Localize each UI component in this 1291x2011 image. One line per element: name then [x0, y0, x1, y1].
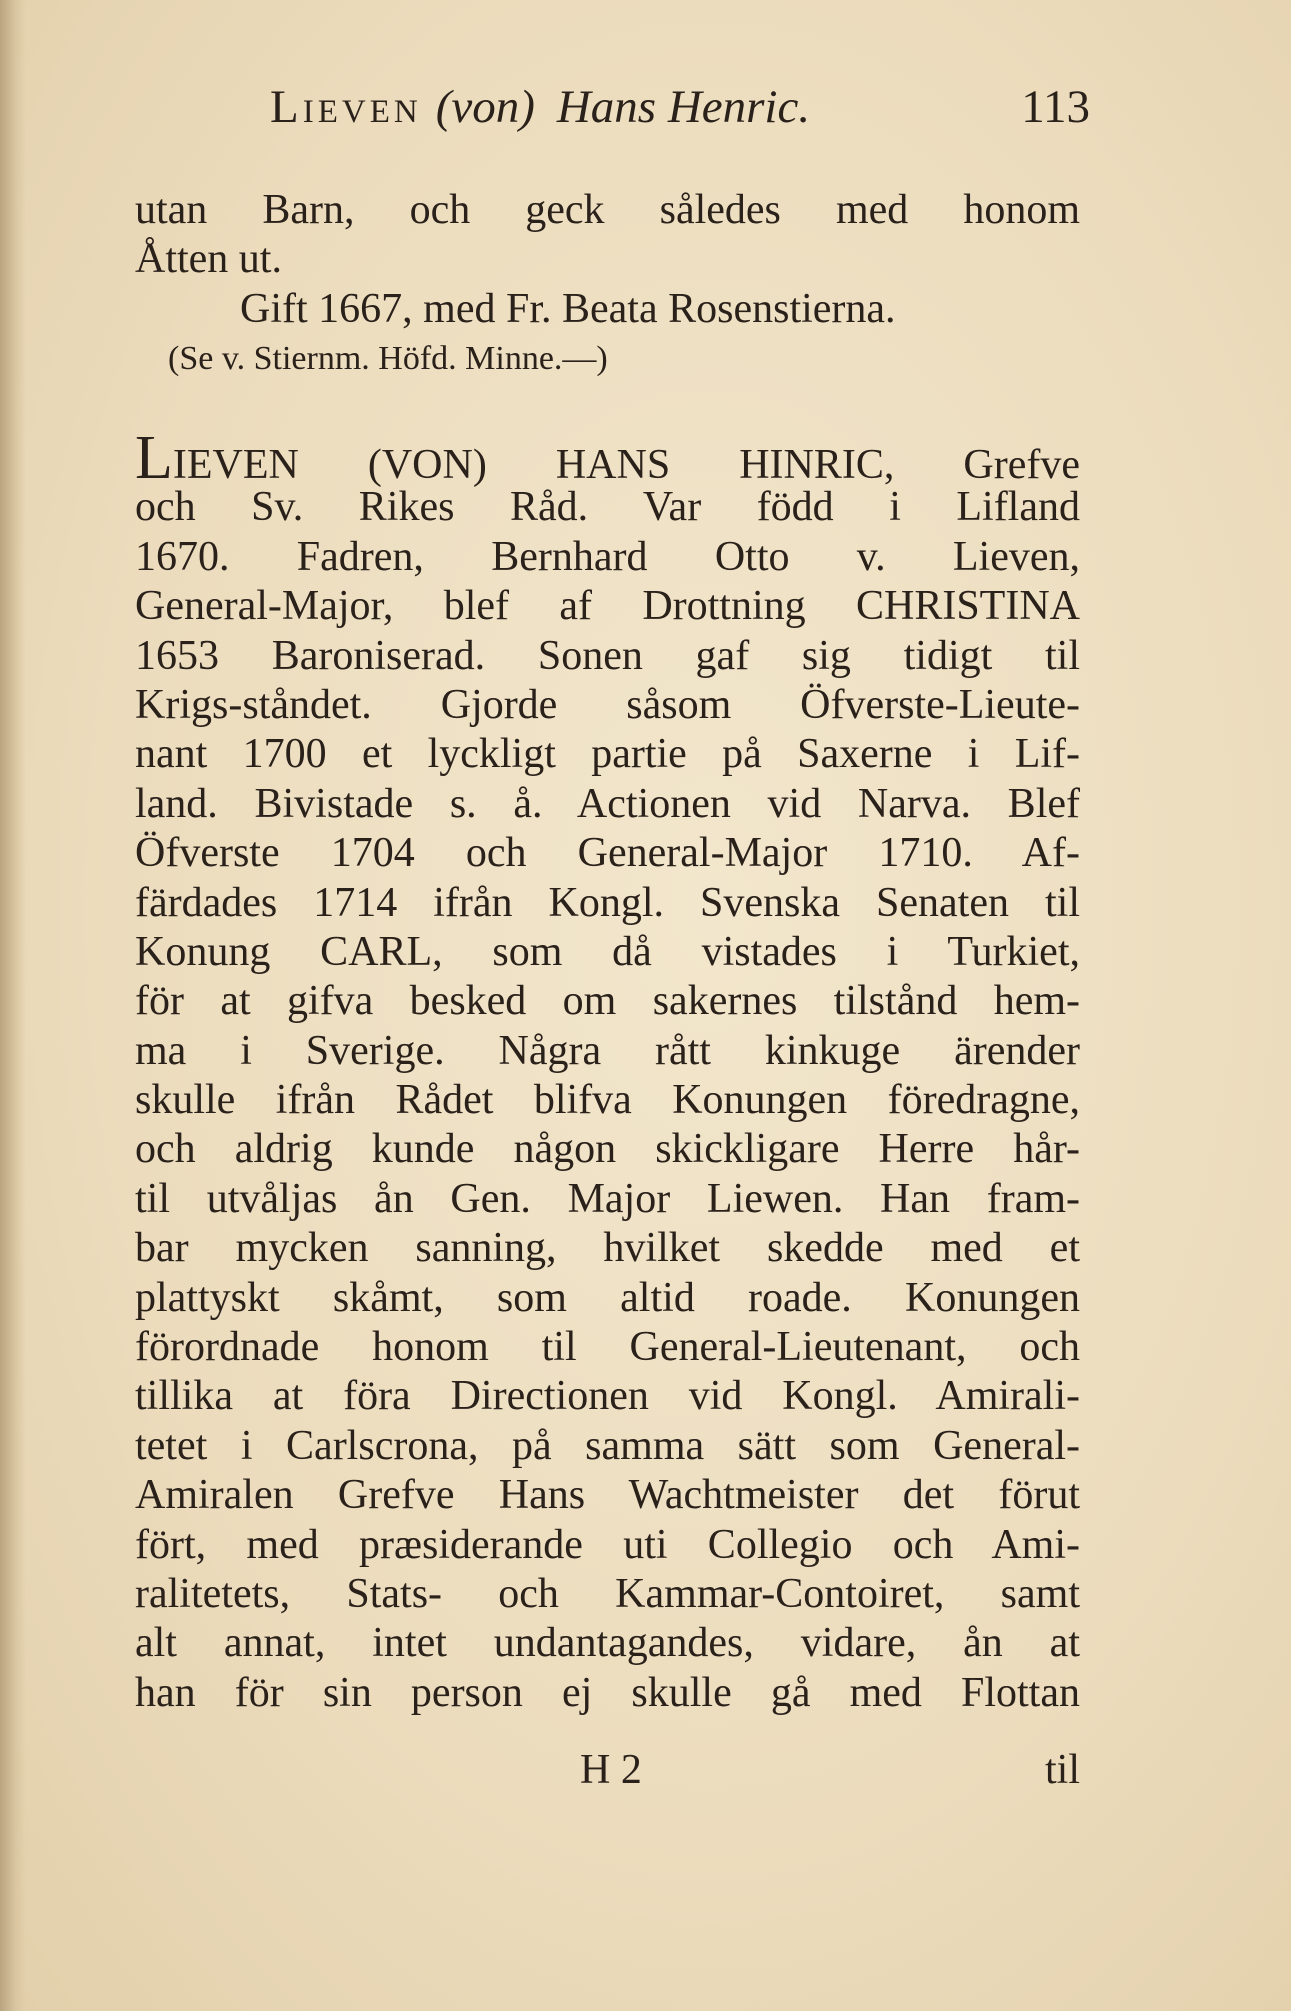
text-line: han för sin person ej skulle gå med Flottan	[135, 1669, 1080, 1716]
text-line: 1653 Baroniserad. Sonen gaf sig tidigt til	[135, 632, 1080, 679]
running-header	[270, 72, 1090, 142]
text-line: alt annat, intet undantagandes, vidare, ån at	[135, 1620, 1080, 1667]
reference-note: (Se v. Stiernm. Höfd. Minne.—)	[168, 340, 608, 378]
text-line: och Sv. Rikes Råd. Var född i Lifland	[135, 484, 1080, 531]
header-prefix: (von)	[435, 81, 535, 133]
text-line: 1670. Fadren, Bernhard Otto v. Lieven,	[135, 533, 1080, 580]
text-line: fört, med præsiderande uti Collegio och Ami-	[135, 1521, 1080, 1568]
signature-mark: H 2	[580, 1747, 642, 1793]
text-line: Åtten ut.	[135, 236, 282, 283]
entry-heading-text: IEVEN (VON) HANS HINRIC, Grefve	[172, 442, 1080, 488]
entry-initial: L	[135, 424, 173, 492]
text-line: General-Major, blef af Drottning CHRISTINA	[135, 583, 1080, 630]
text-line: plattyskt skåmt, som altid roade. Konungen	[135, 1274, 1080, 1321]
entry-heading	[135, 424, 1080, 492]
text-line: tetet i Carlscrona, på samma sätt som General-	[135, 1422, 1080, 1469]
text-line: utan Barn, och geck således med honom	[135, 187, 1080, 233]
text-line: för at gifva besked om sakernes tilstånd hem-	[135, 978, 1080, 1025]
text-line: skulle ifrån Rådet blifva Konungen föredragne,	[135, 1077, 1080, 1124]
text-line: nant 1700 et lyckligt partie på Saxerne i Lif-	[135, 731, 1080, 778]
text-line: til utvåljas ån Gen. Major Liewen. Han fram-	[135, 1175, 1080, 1222]
page-number: 113	[1021, 81, 1090, 133]
text-line: bar mycken sanning, hvilket skedde med et	[135, 1225, 1080, 1272]
text-line: ma i Sverige. Några rått kinkuge ärender	[135, 1027, 1080, 1074]
text-line: Amiralen Grefve Hans Wachtmeister det förut	[135, 1472, 1080, 1519]
marriage-note: Gift 1667, med Fr. Beata Rosenstierna.	[240, 285, 896, 332]
header-surname: Lieven	[270, 81, 422, 133]
header-given-names: Hans Henric.	[556, 81, 811, 133]
catchword: til	[1044, 1747, 1080, 1793]
text-line: Öfverste 1704 och General-Major 1710. Af-	[135, 830, 1080, 877]
text-line: tillika at föra Directionen vid Kongl. Amirali-	[135, 1373, 1080, 1420]
page-binding-edge	[0, 0, 26, 2011]
text-line: ralitetets, Stats- och Kammar-Contoiret, samt	[135, 1570, 1080, 1617]
text-line: färdades 1714 ifrån Kongl. Svenska Senaten til	[135, 879, 1080, 926]
page-footer	[135, 1745, 1080, 1795]
entry-continuation	[135, 186, 1080, 384]
text-line: Krigs-ståndet. Gjorde såsom Öfverste-Lieute-	[135, 681, 1080, 728]
text-line: land. Bivistade s. å. Actionen vid Narva. Blef	[135, 780, 1080, 827]
text-line: och aldrig kunde någon skickligare Herre hår-	[135, 1126, 1080, 1173]
biographical-entry	[135, 424, 1080, 1718]
text-line: Konung CARL, som då vistades i Turkiet,	[135, 928, 1080, 975]
text-line: förordnade honom til General-Lieutenant, och	[135, 1324, 1080, 1371]
